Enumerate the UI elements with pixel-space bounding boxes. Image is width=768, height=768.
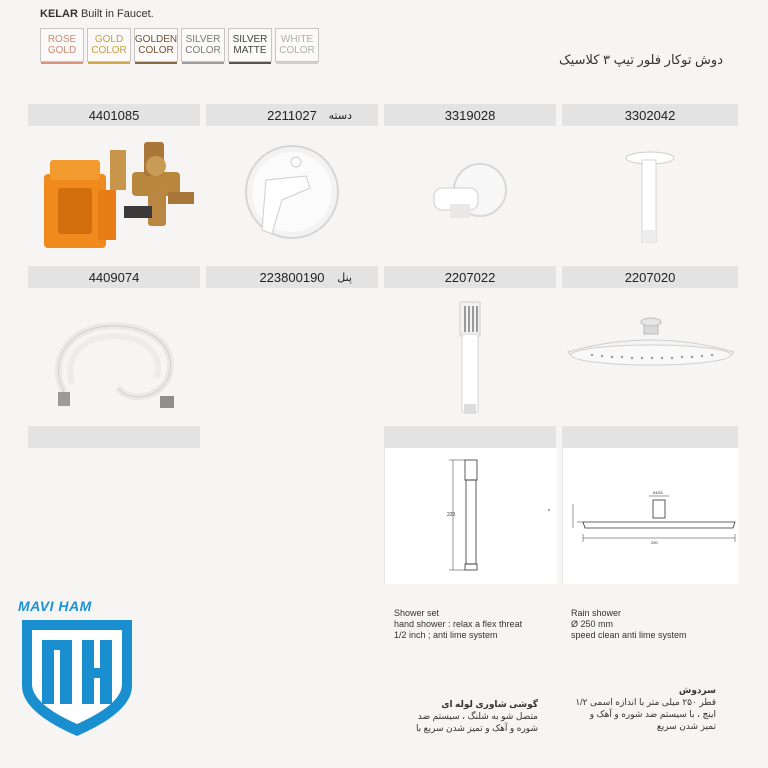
swatch-silver bbox=[181, 28, 225, 62]
empty-code-bar bbox=[562, 426, 738, 448]
brand-logo-text: MAVI HAM bbox=[18, 598, 92, 614]
product-code-bar bbox=[28, 104, 200, 126]
product-code-bar bbox=[562, 104, 738, 126]
product-code: 2207022 bbox=[444, 269, 496, 285]
caption-line: Ø 250 mm bbox=[571, 619, 614, 629]
product-code: 2207020 bbox=[624, 269, 676, 285]
wall-outlet-elbow-image bbox=[384, 130, 556, 260]
swatch-label: COLOR bbox=[185, 45, 221, 56]
rain-diameter-dimension: 250 bbox=[651, 540, 658, 545]
caption-line-fa: تمیز شدن سریع bbox=[656, 721, 716, 731]
hand-shower-caption-fa bbox=[360, 698, 538, 734]
caption-line: 1/2 inch ; anti lime system bbox=[394, 630, 498, 640]
caption-line-fa: گوشی شاوری لوله ای bbox=[441, 699, 538, 709]
product-label-fa: دسته bbox=[328, 109, 352, 122]
product-code-bar bbox=[384, 266, 556, 288]
rain-shower-drawing-panel bbox=[562, 448, 739, 584]
caption-line-fa: اینچ ، با سیستم ضد شوره و آهک و bbox=[589, 709, 716, 719]
caption-line-fa: قطر ۲۵۰ میلی متر با اندازه اسمی ۱/۲ bbox=[575, 697, 716, 707]
brand-heading bbox=[40, 8, 154, 20]
product-code: 4409074 bbox=[88, 269, 140, 285]
page-title: دوش توکار فلور تیپ ۳ کلاسیک bbox=[559, 52, 723, 67]
hand-shower-image bbox=[384, 292, 556, 420]
swatch-white bbox=[275, 28, 319, 62]
swatch-gold bbox=[87, 28, 131, 62]
product-code: 223800190 bbox=[259, 269, 325, 285]
shower-set-caption bbox=[394, 608, 522, 641]
swatch-label: COLOR bbox=[279, 45, 315, 56]
swatch-label: WHITE bbox=[280, 34, 314, 45]
rain-shower-technical-drawing bbox=[563, 448, 739, 584]
caption-line: Shower set bbox=[394, 608, 440, 618]
ceiling-arm-image bbox=[562, 130, 738, 260]
swatch-label: SILVER bbox=[185, 34, 221, 45]
empty-code-bar bbox=[28, 426, 200, 448]
swatch-label: GOLDEN bbox=[134, 34, 178, 45]
brand-name: KELAR bbox=[40, 8, 78, 20]
product-code: 4401085 bbox=[88, 107, 140, 123]
caption-line: hand shower : relax a flex threat bbox=[394, 619, 523, 629]
rain-shower-caption-fa bbox=[540, 684, 716, 732]
caption-line: Rain shower bbox=[571, 608, 622, 618]
caption-line-fa: متصل شو به شلنگ ، سیستم ضد bbox=[417, 711, 538, 721]
swatch-label: COLOR bbox=[138, 45, 174, 56]
product-code: 2211027 bbox=[267, 107, 317, 123]
swatch-label: SILVER bbox=[232, 34, 268, 45]
rain-shower-head-image bbox=[562, 292, 738, 420]
hand-shower-drawing-panel bbox=[384, 448, 557, 584]
hand-shower-technical-drawing bbox=[385, 448, 557, 584]
swatch-label: MATTE bbox=[233, 45, 267, 56]
swatch-silver-matte bbox=[228, 28, 272, 62]
caption-line-fa: شوره و آهک و تمیز شدن سریع با bbox=[415, 723, 538, 733]
rain-shower-caption bbox=[571, 608, 687, 641]
product-code-bar bbox=[206, 104, 378, 126]
product-code-bar bbox=[28, 266, 200, 288]
swatch-rose-gold bbox=[40, 28, 84, 62]
product-code-bar bbox=[384, 104, 556, 126]
swatch-label: GOLD bbox=[47, 45, 77, 56]
swatch-label: GOLD bbox=[94, 34, 124, 45]
product-label-fa: پنل bbox=[337, 271, 352, 284]
caption-line-fa: سردوش bbox=[678, 685, 716, 695]
empty-code-bar bbox=[384, 426, 556, 448]
hand-shower-dimension: 220 bbox=[447, 512, 456, 518]
shower-hose-image bbox=[28, 292, 200, 420]
rain-arm-dimension: 64/51 bbox=[653, 490, 664, 495]
product-code: 3302042 bbox=[624, 107, 676, 123]
swatch-label: COLOR bbox=[91, 45, 127, 56]
brand-subtitle: Built in Faucet. bbox=[77, 8, 154, 20]
concealed-valve-box-image bbox=[28, 130, 200, 260]
product-code: 3319028 bbox=[444, 107, 496, 123]
mixer-handle-plate-image bbox=[206, 130, 378, 260]
swatch-golden bbox=[134, 28, 178, 62]
product-code-bar bbox=[206, 266, 378, 288]
product-code-bar bbox=[562, 266, 738, 288]
shield-logo-icon bbox=[18, 616, 136, 738]
caption-line: speed clean anti lime system bbox=[571, 630, 687, 640]
swatch-label: ROSE bbox=[47, 34, 77, 45]
